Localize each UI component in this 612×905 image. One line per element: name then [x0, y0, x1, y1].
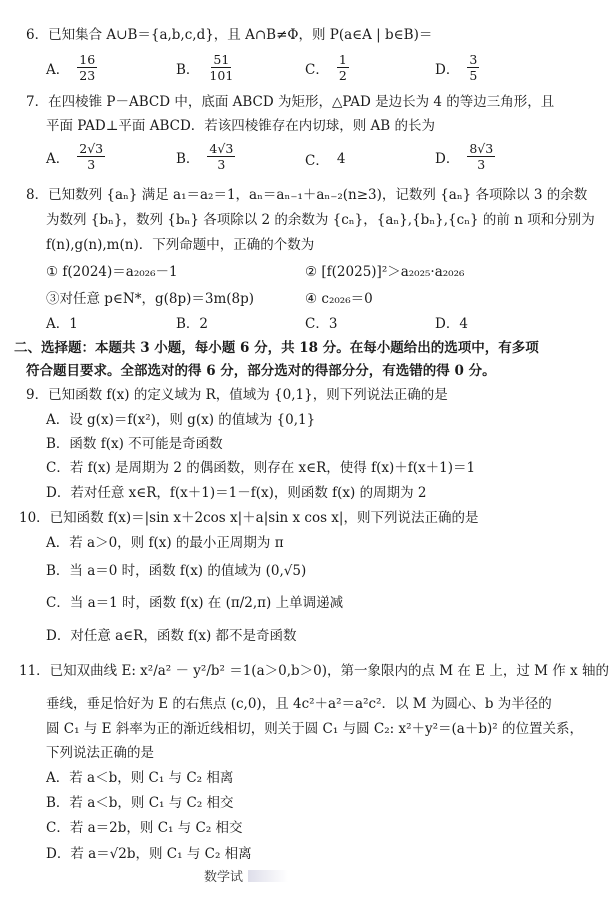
q11-line3: 圆 C₁ 与 E 斜率为正的渐近线相切，则关于圆 C₁ 与圆 C₂: x²＋y²＝(a＋b)² 的位置关系，: [46, 721, 583, 737]
fraction: $\frac{1}{2}$: [338, 52, 347, 83]
q8-line3: f(n),g(n),m(n)．下列命题中，正确的个数为: [46, 237, 315, 253]
option-label: A．: [46, 61, 70, 78]
fraction: $\frac{51}{101}$: [209, 52, 234, 83]
q8-option-d: D．4: [435, 316, 468, 332]
q7-option-c: [305, 149, 345, 169]
q10-option-d: D．对任意 a∈R，函数 f(x) 都不是奇函数: [46, 628, 297, 644]
option-label: C．: [305, 153, 329, 169]
q7-line2: 平面 PAD⊥平面 ABCD．若该四棱锥存在内切球，则 AB 的长为: [46, 118, 436, 134]
q11-option-b: B．若 a＜b，则 C₁ 与 C₂ 相交: [46, 795, 234, 811]
q9-stem: 9．已知函数 f(x) 的定义域为 R，值域为 {0,1}，则下列说法正确的是: [26, 387, 448, 403]
q6-options: [0, 52, 612, 92]
q9-option-b: B．函数 f(x) 不可能是奇函数: [46, 436, 223, 452]
q6-option-d: [435, 52, 479, 83]
q10-option-b: B．当 a＝0 时，函数 f(x) 的值域为 (0,√5): [46, 563, 307, 579]
q8-prop-1: ① f(2024)＝a₂₀₂₆－1: [46, 264, 178, 280]
q9-option-c: C．若 f(x) 是周期为 2 的偶函数，则存在 x∈R，使得 f(x)＋f(x＋1)＝1: [46, 460, 476, 476]
q8-prop-3: ③对任意 p∈N*，g(8p)＝3m(8p): [46, 291, 255, 307]
q10-option-c: C．当 a＝1 时，函数 f(x) 在 (π/2,π) 上单调递减: [46, 595, 344, 611]
fraction: $\frac{2√3}{3}$: [79, 141, 104, 172]
q11-line1: 11．已知双曲线 E: x²/a² － y²/b² ＝1(a＞0,b＞0)，第一象限内的点 M 在 E 上，过 M 作 x 轴的: [19, 663, 609, 679]
q9-option-d: D．若对任意 x∈R，f(x＋1)＝1－f(x)，则函数 f(x) 的周期为 2: [46, 485, 427, 501]
option-value: 4: [336, 151, 346, 167]
fraction: $\frac{4√3}{3}$: [209, 141, 234, 172]
q8-line2: 为数列 {bₙ}，数列 {bₙ} 各项除以 2 的余数为 {cₙ}，{aₙ},{bₙ},{cₙ} 的前 n 项和分别为: [46, 212, 595, 228]
q11-line2: 垂线，垂足恰好为 E 的右焦点 (c,0)，且 4c²＋a²＝a²c²．以 M 为圆心、b 为半径的: [46, 696, 552, 712]
q7-options: [0, 141, 612, 181]
q9-option-a: A．设 g(x)＝f(x²)，则 g(x) 的值域为 {0,1}: [46, 412, 316, 428]
fraction: $\frac{8√3}{3}$: [469, 141, 494, 172]
q8-option-a: A．1: [46, 316, 78, 332]
q8-prop-4: ④ c₂₀₂₆＝0: [305, 291, 373, 307]
q6-option-b: [176, 52, 235, 83]
option-label: D．: [435, 150, 460, 167]
q7-option-d: [435, 141, 495, 172]
fraction: $\frac{3}{5}$: [469, 52, 478, 83]
q8-option-b: B．2: [176, 316, 209, 332]
option-label: B．: [176, 61, 200, 78]
q11-option-d: D．若 a＝√2b，则 C₁ 与 C₂ 相离: [46, 846, 252, 862]
q8-prop-2: ② [f(2025)]²＞a₂₀₂₅·a₂₀₂₆: [305, 264, 465, 280]
q11-line4: 下列说法正确的是: [46, 745, 154, 761]
page-footer: 数学试: [204, 870, 244, 885]
option-label: B．: [176, 150, 200, 167]
q11-option-c: C．若 a＝2b，则 C₁ 与 C₂ 相交: [46, 820, 243, 836]
fraction: $\frac{16}{23}$: [79, 52, 96, 83]
q10-stem: 10．已知函数 f(x)＝|sin x＋2cos x|＋a|sin x cos x|，则下列说法正确的是: [19, 510, 479, 526]
q6-option-a: [46, 52, 97, 83]
scan-smudge: [248, 870, 288, 882]
q6-option-c: [305, 52, 349, 83]
option-label: A．: [46, 150, 70, 167]
q10-option-a: A．若 a＞0，则 f(x) 的最小正周期为 π: [46, 535, 284, 551]
q7-option-a: [46, 141, 105, 172]
q8-line1: 8．已知数列 {aₙ} 满足 a₁＝a₂＝1，aₙ＝aₙ₋₁＋aₙ₋₂(n≥3)，记数列 {aₙ} 各项除以 3 的余数: [26, 187, 588, 203]
option-label: C．: [305, 61, 329, 78]
section2-line2: 符合题目要求。全部选对的得 6 分，部分选对的得部分分，有选错的得 0 分。: [26, 363, 496, 379]
section2-line1: 二、选择题：本题共 3 小题，每小题 6 分，共 18 分。在每小题给出的选项中，有多项: [14, 340, 539, 356]
q6-stem: 6．已知集合 A∪B＝{a,b,c,d}，且 A∩B≠Φ，则 P(a∈A | b∈B)＝: [26, 27, 433, 43]
q7-line1: 7．在四棱锥 P－ABCD 中，底面 ABCD 为矩形，△PAD 是边长为 4 的等边三角形，且: [26, 94, 555, 110]
q7-option-b: [176, 141, 235, 172]
q11-option-a: A．若 a＜b，则 C₁ 与 C₂ 相离: [46, 770, 234, 786]
q8-option-c: C．3: [305, 316, 338, 332]
option-label: D．: [435, 61, 460, 78]
